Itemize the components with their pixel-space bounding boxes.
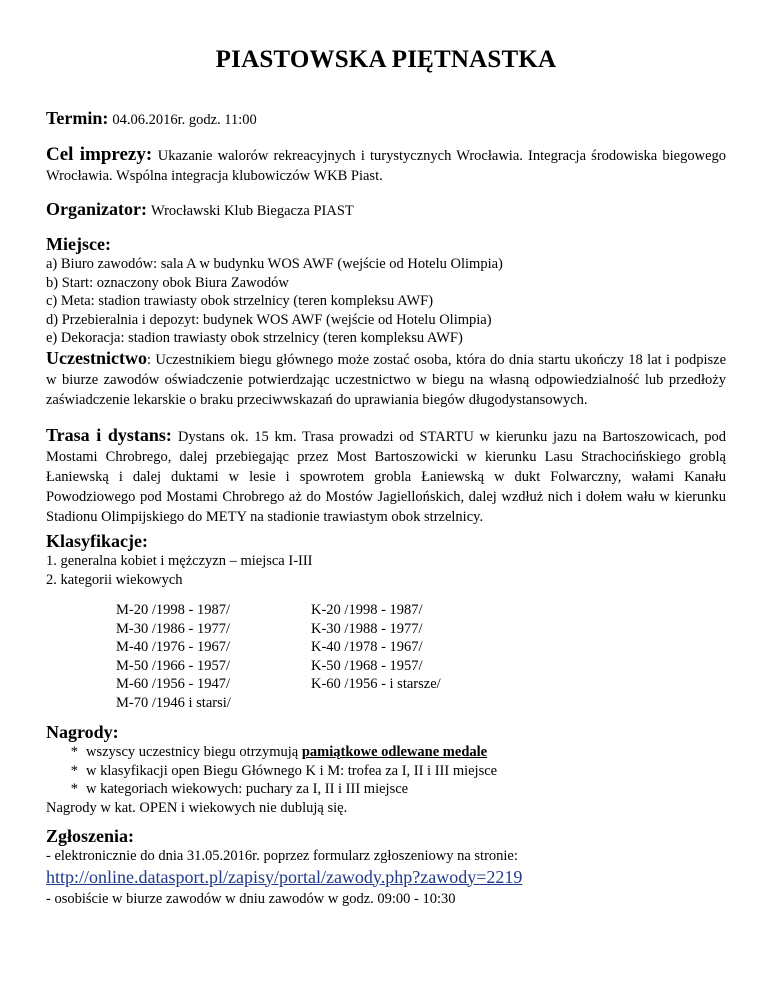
- uczestnictwo-label: Uczestnictwo: [46, 348, 147, 368]
- men-category: M-70 /1946 i starsi/: [116, 694, 231, 711]
- nagrody-medal-text: pamiątkowe odlewane medale: [301, 744, 488, 760]
- miejsce-item-a: a) Biuro zawodów: sala A w budynku WOS AWF (wejście od Hotelu Olimpia): [46, 256, 503, 272]
- trasa-text: Dystans ok. 15 km. Trasa prowadzi od STARTU w kierunku jazu na Bartoszowicach, pod Mostami Chrobrego, dalej przebiegając przez Most Bartoszowicki w kierunku Lasu Strachocińskiego groblą Łaniewską i dalej duktami w lesie i spowrotem grobla Łaniewską w dukt Folwarczny, wałami Kanału Powodziowego pod Mostami Chrobrego aż do Mostów Jagiellońskich, dalej wzdłuż nich i dołem wału w kierunku Stadionu Olimpijskiego do METY na stadionie trawiastym obok strzelnicy.: [46, 429, 726, 525]
- miejsce-item-b: b) Start: oznaczony obok Biura Zawodów: [46, 274, 289, 291]
- women-category: K-20 /1998 - 1987/: [311, 602, 423, 618]
- nagrody-bullet-3-text: w kategoriach wiekowych: puchary za I, II i III miejsce: [86, 781, 409, 797]
- men-category: M-40 /1976 - 1967/: [116, 639, 230, 655]
- klasyfikacje-item-2: 2. kategorii wiekowych: [46, 571, 183, 588]
- miejsce-item-c: c) Meta: stadion trawiasty obok strzelnicy (teren kompleksu AWF): [46, 293, 434, 309]
- men-category: M-50 /1966 - 1957/: [116, 657, 230, 674]
- klasyfikacje-label: Klasyfikacje:: [46, 531, 148, 551]
- organizator-value: Wrocławski Klub Biegacza PIAST: [150, 203, 354, 219]
- nagrody-label: Nagrody:: [46, 722, 119, 742]
- bullet-star: *: [70, 744, 78, 760]
- cel-text: Ukazanie walorów rekreacyjnych i turystycznych Wrocławia. Integracja środowiska biegowego Wrocławia. Wspólna integracja klubowiczów WKB Piast.: [46, 148, 727, 184]
- document-title: PIASTOWSKA PIĘTNASTKA: [215, 46, 557, 73]
- zgloszenia-line-2: - osobiście w biurze zawodów w dniu zawodów w godz. 09:00 - 10:30: [46, 890, 456, 907]
- nagrody-bullet-2-text: w klasyfikacji open Biegu Głównego K i M: trofea za I, II i III miejsce: [86, 762, 498, 779]
- termin-value: 04.06.2016r. godz. 11:00: [112, 112, 257, 128]
- miejsce-section: [46, 233, 726, 348]
- men-category: M-20 /1998 - 1987/: [116, 602, 230, 618]
- women-category: K-30 /1988 - 1977/: [311, 620, 423, 637]
- termin-label: Termin:: [46, 108, 109, 128]
- organizator-section: [46, 199, 726, 220]
- zgloszenia-section: [46, 825, 726, 908]
- nagrody-bullet-2: [46, 762, 726, 781]
- cel-label: Cel imprezy:: [46, 144, 153, 165]
- nagrody-bullet-1: [46, 743, 726, 762]
- termin-section: [46, 108, 726, 129]
- women-categories: [311, 601, 441, 694]
- women-category: K-40 /1978 - 1967/: [311, 639, 423, 655]
- uczestnictwo-section: [46, 349, 726, 410]
- men-category: M-30 /1986 - 1977/: [116, 620, 230, 637]
- trasa-section: [46, 426, 726, 527]
- cel-section: [46, 145, 726, 186]
- klasyfikacje-item-1: 1. generalna kobiet i mężczyzn – miejsca I-III: [46, 553, 313, 569]
- women-category: K-50 /1968 - 1957/: [311, 657, 423, 674]
- bullet-star: *: [70, 762, 78, 779]
- trasa-label: Trasa i dystans:: [46, 425, 172, 445]
- nagrody-note: Nagrody w kat. OPEN i wiekowych nie dublują się.: [46, 799, 348, 816]
- men-category: M-60 /1956 - 1947/: [116, 676, 230, 692]
- nagrody-section: [46, 721, 726, 817]
- nagrody-bullet-3: [46, 780, 726, 799]
- bullet-star: *: [70, 781, 78, 797]
- miejsce-item-d: d) Przebieralnia i depozyt: budynek WOS AWF (wejście od Hotelu Olimpia): [46, 311, 492, 328]
- women-category: K-60 /1956 - i starsze/: [311, 676, 441, 692]
- uczestnictwo-text: : Uczestnikiem biegu głównego może zostać osoba, która do dnia startu ukończy 18 lat i podpisze w biurze zawodów oświadczenie potwierdzając uczestnictwo w biegu na własną odpowiedzialność lub przedłoży zaświadczenie lekarskie o braku przeciwwskazań do uprawiania biegów długodystansowych.: [46, 352, 726, 408]
- nagrody-bullet-1-text: wszyscy uczestnicy biegu otrzymują: [86, 744, 302, 760]
- miejsce-item-e: e) Dekoracja: stadion trawiasty obok strzelnicy (teren kompleksu AWF): [46, 330, 463, 346]
- klasyfikacje-section: [46, 530, 726, 589]
- zgloszenia-label: Zgłoszenia:: [46, 826, 134, 846]
- miejsce-label: Miejsce:: [46, 234, 111, 254]
- organizator-label: Organizator:: [46, 199, 147, 219]
- zgloszenia-line-1: - elektronicznie do dnia 31.05.2016r. poprzez formularz zgłoszeniowy na stronie:: [46, 848, 518, 864]
- registration-link[interactable]: http://online.datasport.pl/zapisy/portal/zawody.php?zawody=2219: [46, 866, 523, 887]
- men-categories: [116, 601, 231, 712]
